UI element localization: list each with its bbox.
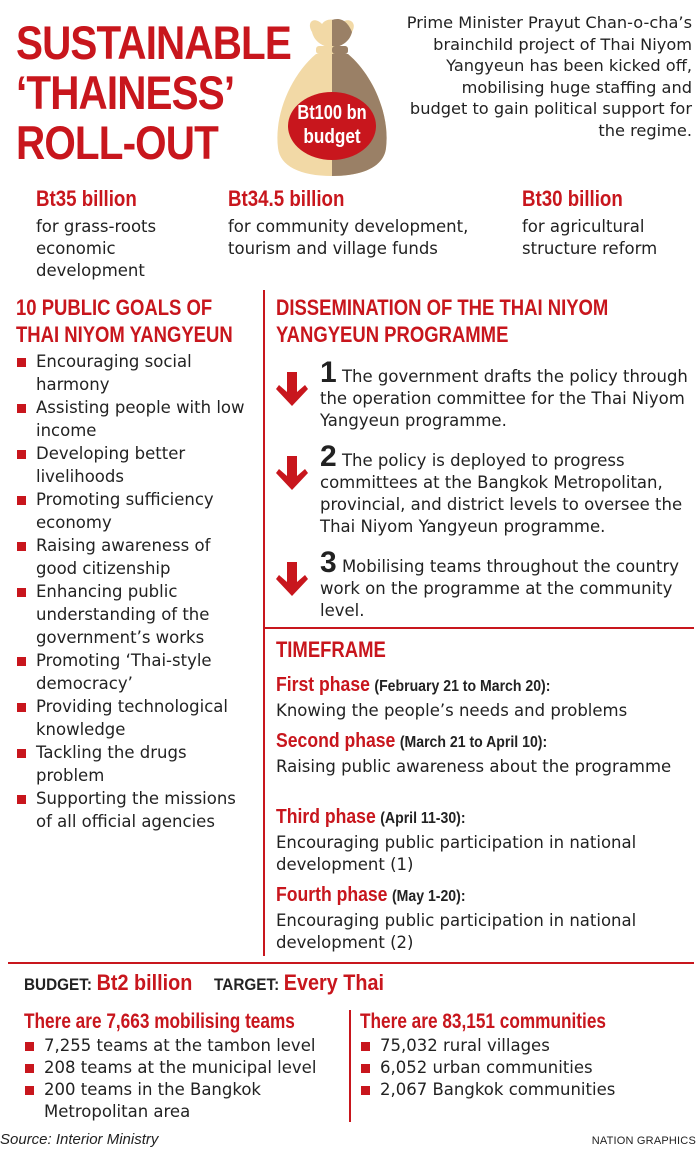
list-item: Developing better livelihoods <box>16 442 254 488</box>
figure-agriculture <box>522 186 692 260</box>
budget-target-row <box>24 970 384 996</box>
step-text: The policy is deployed to progress committees at the Bangkok Metropolitan, provincial, and district levels to oversee the Thai Niyom Yangyeun programme. <box>320 451 683 536</box>
dissemination-step-2 <box>276 440 692 538</box>
goals-list <box>16 350 254 833</box>
list-item: Assisting people with low income <box>16 396 254 442</box>
dissemination-step-1 <box>276 356 692 432</box>
list-item: 6,052 urban communities <box>360 1057 690 1079</box>
budget-value: Bt2 billion <box>96 970 193 995</box>
bullet-square-icon <box>17 542 26 551</box>
dissemination-heading-line-2: YANGYEUN PROGRAMME <box>276 322 509 347</box>
figure-community <box>228 186 498 260</box>
money-bag-illustration <box>270 16 394 180</box>
list-item: 200 teams in the Bangkok Metropolitan area <box>24 1079 344 1123</box>
figure-desc: for community development, tourism and village funds <box>228 217 469 258</box>
list-item: 75,032 rural villages <box>360 1035 690 1057</box>
bullet-square-icon <box>17 703 26 712</box>
budget-label: BUDGET: <box>24 975 93 994</box>
title-line-3: ROLL-OUT <box>16 116 218 169</box>
phase-1 <box>276 672 694 722</box>
bag-amount: Bt100 bn <box>297 102 367 124</box>
step-text: The government drafts the policy through the operation committee for the Thai Niyom Yangyeun programme. <box>320 367 688 430</box>
goals-heading-line-1: 10 PUBLIC GOALS OF <box>16 295 213 320</box>
bullet-square-icon <box>25 1086 34 1095</box>
list-item: 7,255 teams at the tambon level <box>24 1035 344 1057</box>
phase-4 <box>276 882 694 954</box>
step-number: 1 <box>320 356 337 389</box>
bullet-square-icon <box>17 358 26 367</box>
phase-dates: (March 21 to April 10): <box>399 734 548 751</box>
list-item: Supporting the missions of all official agencies <box>16 787 254 833</box>
bullet-square-icon <box>361 1042 370 1051</box>
list-item: Encouraging social harmony <box>16 350 254 396</box>
figure-desc: for agricultural structure reform <box>522 217 658 258</box>
arrow-down-icon <box>276 372 308 410</box>
title-line-1: SUSTAINABLE <box>16 16 291 69</box>
timeframe-heading: TIMEFRAME <box>276 637 386 662</box>
list-item: Raising awareness of good citizenship <box>16 534 254 580</box>
column-divider <box>263 290 265 956</box>
figure-amount: Bt34.5 billion <box>228 186 345 211</box>
bullet-square-icon <box>25 1042 34 1051</box>
target-label: TARGET: <box>214 975 280 994</box>
phase-desc: Encouraging public participation in national development (1) <box>276 833 637 874</box>
phase-desc: Raising public awareness about the programme <box>276 757 672 776</box>
figure-amount: Bt35 billion <box>36 186 137 211</box>
bag-label: budget <box>303 126 361 148</box>
bullet-square-icon <box>361 1064 370 1073</box>
bullet-square-icon <box>17 496 26 505</box>
phase-name: Fourth phase <box>276 884 388 906</box>
arrow-down-icon <box>276 456 308 494</box>
intro-text: Prime Minister Prayut Chan-o-cha’s brainchild project of Thai Niyom Yangyeun has been kicked off, mobilising huge staffing and budget to gain political support for the regime. <box>406 13 692 140</box>
arrow-down-icon <box>276 562 308 600</box>
source-note: Source: Interior Ministry <box>0 1131 159 1148</box>
column-divider <box>349 1010 351 1122</box>
teams-heading: There are 7,663 mobilising teams <box>24 1010 295 1033</box>
figure-desc: for grass-roots economic development <box>36 217 157 280</box>
bullet-square-icon <box>17 450 26 459</box>
list-item: 208 teams at the municipal level <box>24 1057 344 1079</box>
bullet-square-icon <box>17 795 26 804</box>
list-item: Enhancing public understanding of the government’s works <box>16 580 254 649</box>
divider <box>8 962 694 964</box>
bullet-square-icon <box>25 1064 34 1073</box>
dissemination-heading <box>276 294 608 348</box>
phase-dates: (April 11-30): <box>380 810 466 827</box>
money-bag-icon <box>270 16 394 180</box>
step-number: 2 <box>320 440 337 473</box>
figure-amount: Bt30 billion <box>522 186 623 211</box>
list-item: Providing technological knowledge <box>16 695 254 741</box>
phase-2 <box>276 728 694 778</box>
page-title <box>16 18 291 168</box>
phase-dates: (May 1-20): <box>391 888 466 905</box>
bullet-square-icon <box>17 404 26 413</box>
goals-heading-line-2: THAI NIYOM YANGYEUN <box>16 322 233 347</box>
phase-desc: Encouraging public participation in national development (2) <box>276 911 637 952</box>
step-text: Mobilising teams throughout the country work on the programme at the community level. <box>320 557 680 620</box>
list-item: Promoting ‘Thai-style democracy’ <box>16 649 254 695</box>
title-line-2: ‘THAINESS’ <box>16 66 235 119</box>
phase-desc: Knowing the people’s needs and problems <box>276 701 628 720</box>
phase-3 <box>276 804 694 876</box>
step-number: 3 <box>320 546 337 579</box>
phase-name: First phase <box>276 674 370 696</box>
list-item: Promoting sufficiency economy <box>16 488 254 534</box>
bullet-square-icon <box>17 749 26 758</box>
list-item: Tackling the drugs problem <box>16 741 254 787</box>
phase-dates: (February 21 to March 20): <box>374 678 551 695</box>
dissemination-heading-line-1: DISSEMINATION OF THE THAI NIYOM <box>276 295 609 320</box>
phase-name: Second phase <box>276 730 396 752</box>
communities-heading: There are 83,151 communities <box>360 1010 606 1033</box>
goals-heading <box>16 294 233 348</box>
communities-list <box>360 1035 690 1101</box>
target-value: Every Thai <box>283 970 384 995</box>
teams-list <box>24 1035 344 1123</box>
bullet-square-icon <box>17 588 26 597</box>
divider <box>264 627 694 629</box>
phase-name: Third phase <box>276 806 376 828</box>
dissemination-step-3 <box>276 546 692 622</box>
figure-grassroots <box>36 186 216 282</box>
bullet-square-icon <box>17 657 26 666</box>
bullet-square-icon <box>361 1086 370 1095</box>
graphics-credit: NATION GRAPHICS <box>591 1135 696 1147</box>
list-item: 2,067 Bangkok communities <box>360 1079 690 1101</box>
